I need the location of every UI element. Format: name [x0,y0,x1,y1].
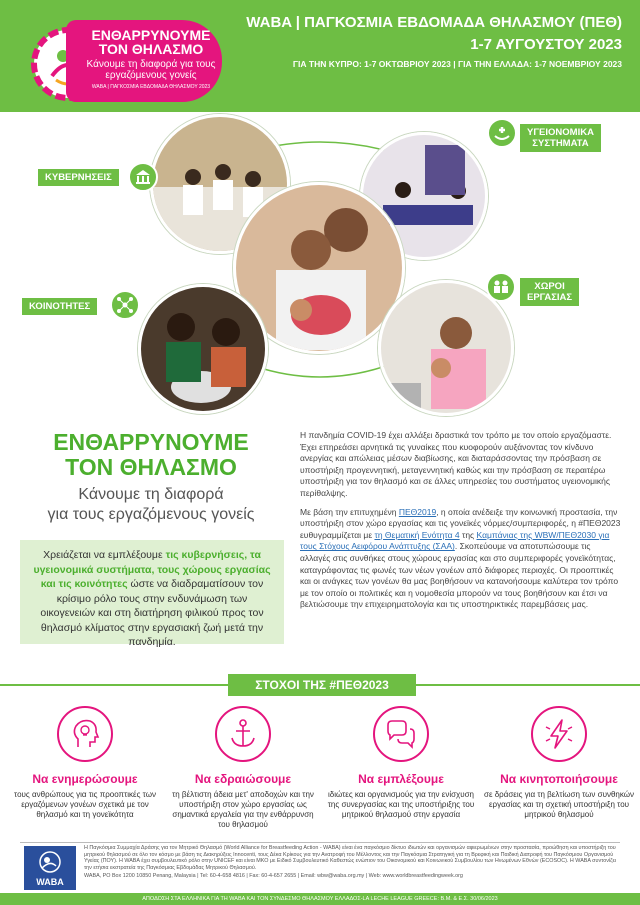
goal-engage-circle [373,706,429,762]
lightbulb-head-icon [68,717,102,751]
badge-health-systems [520,124,601,152]
goal-engage-title: Να εμπλέξουμε [358,772,444,786]
intro-paragraph-2 [300,507,622,611]
wbw2019-link[interactable]: ΠΕΘ2019 [398,506,437,517]
footer-separator [20,842,620,843]
goal-inform-desc: τους ανθρώπους για τις προοπτικές των εργαζόμενων γονέων σχετικά με τον θηλασμό και τη γονεϊκότητα [14,790,156,819]
health-hands-icon [487,118,517,148]
intro-text [300,430,622,618]
footer-contact: WABA, PO Box 1200 10850 Penang, Malaysia | Tel: 60-4-658 4816 | Fax: 60-4-657 2655 | Email: wbw@waba.org.my | Web: www.worldbreastfeedingweek.org [84,873,463,880]
goals-banner: ΣΤΟΧΟΙ ΤΗΣ #ΠΕΘ2023 [228,674,416,696]
cta-text-part2: ώστε να διαδραματίσουν τον κρίσιμο ρόλο τους στην ενδυνάμωση των οικογενειών και στη διατήρηση φιλικού προς τον θηλασμό κλίματος στην εργασιακή ζωή μετά την πανδημία. [40,578,264,648]
goal-mobilize-circle [531,706,587,762]
logo-panel [66,20,222,102]
badge-communities-label: ΚΟΙΝΟΤΗΤΕΣ [29,301,91,312]
goal-engage-desc: ιδιώτες και οργανισμούς για την ενίσχυση της συνεργασίας και της υποστήριξης του μητρικού θηλασμού στην εργασία [327,790,475,819]
goal-inform-title: Να ενημερώσουμε [32,772,138,786]
main-title-line2: ΤΟΝ ΘΗΛΑΣΜΟ [65,454,237,480]
sdg-campaign-link[interactable]: Καμπάνιας της WBW/ΠΕΘ2030 για τους Στόχους Αειφόρου Ανάπτυξης (ΣΑΑ) [300,529,610,552]
photo-communities [138,284,268,414]
main-title-line1: ΕΝΘΑΡΡΥΝΟΥΜΕ [53,429,249,455]
badge-workplaces-line1: ΧΩΡΟΙ [534,281,565,292]
goal-engage [326,706,476,820]
header [0,0,640,112]
badge-health-line2: ΣΥΣΤΗΜΑΤΑ [532,138,589,149]
speech-bubbles-icon [384,717,418,751]
goal-anchor [168,706,318,830]
goal-mobilize-title: Να κινητοποιήσουμε [500,772,618,786]
footer-credit-bar: ΑΠΟΔΟΣΗ ΣΤΑ ΕΛΛΗΝΙΚΑ ΓΙΑ ΤΗ WABA ΚΑΙ ΤΟΝ ΣΥΝΔΕΣΜΟ ΘΗΛΑΣΜΟΥ ΕΛΛΑΔΟΣ-LA LECHE LEAGUE GREECE: Β.Μ. & Ε.Σ. 30/06/2023 [0,893,640,905]
footer-about: Η Παγκόσμια Συμμαχία Δράσης για τον Μητρικό Θηλασμό (World Alliance for Breastfeeding Action - WABA) είναι ένα παγκόσμιο δίκτυο ιδιωτών και οργανισμών αφιερωμένων στην προστασία, προώθηση και υποστήριξη του μητρικού θηλασμού σε όλο τον κόσμο με βάση τις Διακηρύξεις Innocenti, τους Δέκα Κρίκους για την Ανατροφή του Μέλλοντος και την Παγκόσμια Στρατηγική για τη Βρεφική και Παιδική Διατροφή του Παγκόσμιου Οργανισμού Υγείας (ΠΟΥ). Η WABA έχει συμβουλευτικό ρόλο στην UNICEF και είναι ΜΚΟ με Ειδικό Συμβουλευτικό Καθεστώς ενώπιον του Οικονομικού και Κοινωνικού Συμβουλίου των Ηνωμένων Εθνών (ECOSOC). Η WABA συντονίζει την ετήσια εκστρατεία της Παγκόσμιας Εβδομάδας Μητρικού Θηλασμού. [84,845,617,871]
intro-paragraph-1: Η πανδημία COVID-19 έχει αλλάξει δραστικά τον τρόπο με τον οποίο εργαζόμαστε. Έχει επηρεάσει αρνητικά τις γυναίκες που κυοφορούν αυξάνοντας τον κίνδυνο ανεργίας και απώλειας μέσων διαβίωσης, και διαταράσσοντας την πρόσβαση σε υποστήριξη προγεννητική, μεταγεννητική καθώς και την πρόσβαση σε περαιτέρω υποστήριξη για τον θηλασμό και σε άλλες υπηρεσίες του συστήματος υγειονομικής περίθαλψης. [300,430,612,498]
network-people-icon [110,290,140,320]
photo-collage [0,112,640,420]
header-info [246,14,622,69]
waba-logo [24,846,76,890]
goal-inform-circle [57,706,113,762]
workplace-people-icon [486,272,516,302]
badge-governments [38,169,119,186]
badge-workplaces [520,278,579,306]
goal-inform [10,706,160,820]
header-local-dates: ΓΙΑ ΤΗΝ ΚΥΠΡΟ: 1-7 ΟΚΤΩΒΡΙΟΥ 2023 | ΓΙΑ ΤΗΝ ΕΛΛΑΔΑ: 1-7 ΝΟΕΜΒΡΙΟΥ 2023 [292,59,622,69]
header-dates: 1-7 ΑΥΓΟΥΣΤΟΥ 2023 [470,36,622,53]
goal-mobilize-desc: σε δράσεις για τη βελτίωση των συνθηκών εργασίας και τη σχετική υποστήριξη του μητρικού θηλασμού [484,790,635,819]
badge-governments-label: ΚΥΒΕΡΝΗΣΕΙΣ [45,172,112,183]
goal-anchor-desc: τη βέλτιστη άδεια μετ' αποδοχών και την υποστήριξη στον χώρο εργασίας ως σημαντικά εργαλεία για την ενθάρρυνση του θηλασμού [172,790,314,829]
cta-text-part1: Χρειάζεται να εμπλέξουμε [43,549,166,561]
intro-p2-text-a: Με βάση την επιτυχημένη [300,506,399,517]
call-to-action-box [20,540,284,648]
logo-title: ΕΝΘΑΡΡΥΝΟΥΜΕ ΤΟΝ ΘΗΛΑΣΜΟ [91,27,211,57]
header-line1: WABA | ΠΑΓΚΟΣΜΙΑ ΕΒΔΟΜΑΔΑ ΘΗΛΑΣΜΟΥ (ΠΕΘ) [246,14,622,31]
logo-subtitle: Κάνουμε τη διαφορά για τους εργαζόμενους γονείς [86,59,216,81]
anchor-icon [226,717,260,751]
waba-logo-text: WABA [36,877,64,887]
badge-workplaces-line2: ΕΡΓΑΣΙΑΣ [527,292,573,303]
main-title-block [20,430,282,524]
main-subtitle-line2: για τους εργαζόμενους γονείς [47,506,255,523]
thematic-area-link[interactable]: τη Θεματική Ενότητα 4 [374,529,460,540]
intro-p2-text-b: , η οποία ανέδειξε την κοινωνική προστασία, την υποστήριξη στον χώρο εργασίας και τις γονεϊκές νόρμες/συμπεριφορές, η #ΠΕΘ2023 ευθυγραμμίζεται με [300,506,621,540]
badge-health-line1: ΥΓΕΙΟΝΟΜΙΚΑ [527,127,594,138]
cta-highlight: τις κυβερνήσεις, τα υγειονομικά συστήματα, τους χώρους εργασίας και τις κοινότητες [33,549,271,590]
goal-anchor-title: Να εδραιώσουμε [194,772,292,786]
goal-anchor-circle [215,706,271,762]
logo-tagline: WABA | ΠΑΓΚΟΣΜΙΑ ΕΒΔΟΜΑΔΑ ΘΗΛΑΣΜΟΥ 2023 [91,84,211,90]
intro-p2-text-d: . Σκοπεύουμε να αποτυπώσουμε τις αλλαγές στις συνθήκες στους χώρους εργασίας και στο συμπεριφορές γονεϊκότητας, καταγράφοντας τις φωνές των νέων γονέων από διάφορες περιοχές. Οι προοπτικές και οι ανάγκες των γονέων θα μας βοηθήσουν να κατανοήσουμε καλύτερα τον τρόπο με τον οποίο οι πολιτικές και η νομοθεσία μπορούν να τους βοηθήσουν και έτσι να βελτιώσουμε την επιχειρηματολογία και τις υποστηρικτικές παρεμβάσεις μας. [300,541,619,610]
footer-text [84,845,620,880]
goal-mobilize [484,706,634,820]
wbw-logo [22,8,222,104]
government-building-icon [128,162,158,192]
lightning-icon [542,717,576,751]
intro-p2-text-c: της [459,529,477,540]
badge-communities [22,298,97,315]
main-subtitle-line1: Κάνουμε τη διαφορά [78,486,224,503]
